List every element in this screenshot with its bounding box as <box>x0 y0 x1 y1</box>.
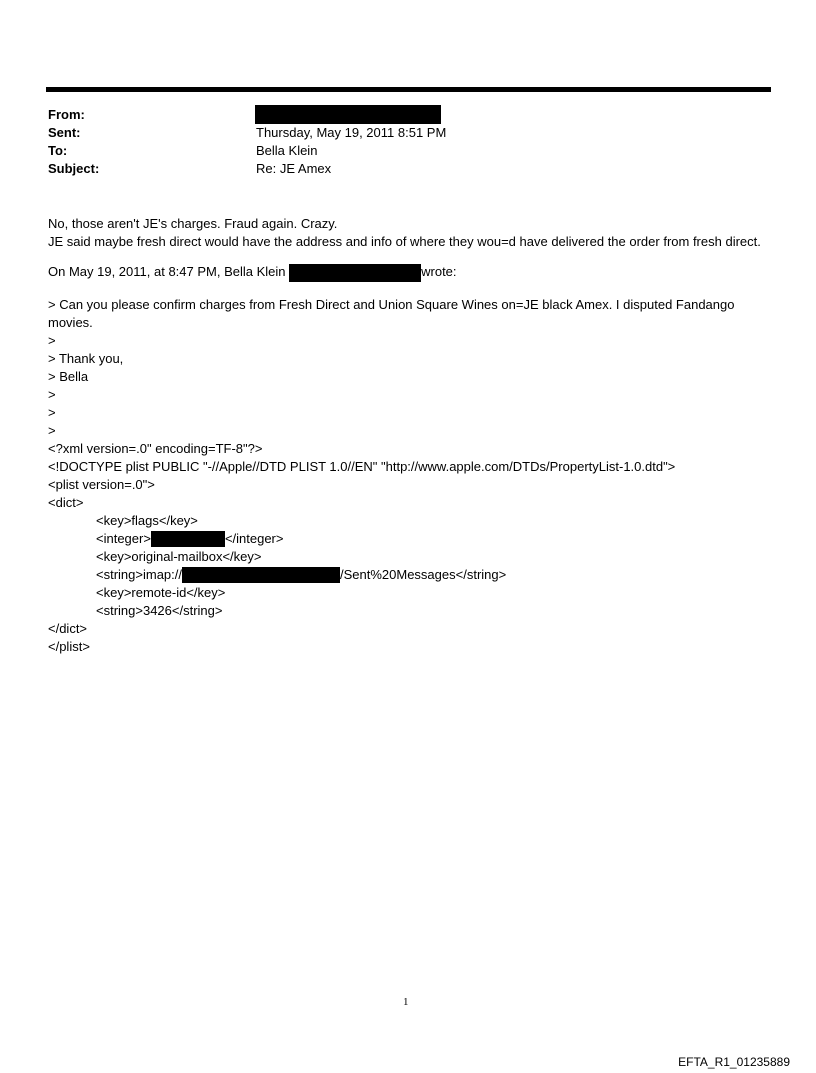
xml-line: <string>3426</string> <box>96 602 223 618</box>
quoted-line: > <box>48 404 56 420</box>
xml-string-open: <string>imap:// <box>96 566 182 582</box>
redaction-box <box>182 567 340 583</box>
xml-line: <dict> <box>48 494 84 510</box>
xml-string-close: /Sent%20Messages</string> <box>340 566 507 582</box>
quoted-line: > Thank you, <box>48 350 124 366</box>
body-line: No, those aren't JE's charges. Fraud again. Crazy. <box>48 216 338 231</box>
to-label: To: <box>48 143 68 158</box>
xml-line: <key>flags</key> <box>96 512 198 528</box>
xml-line: <plist version=.0"> <box>48 476 155 492</box>
xml-line: <!DOCTYPE plist PUBLIC "-//Apple//DTD PLIST 1.0//EN" "http://www.apple.com/DTDs/PropertyList-1.0.dtd"> <box>48 458 676 474</box>
from-label: From: <box>48 107 85 122</box>
redaction-box <box>151 531 225 547</box>
redaction-box <box>255 105 441 124</box>
page-number: 1 <box>403 996 409 1008</box>
subject-label: Subject: <box>48 161 100 176</box>
quoted-line: > Can you please confirm charges from Fresh Direct and Union Square Wines on=JE black Amex. I disputed Fandango movies. <box>48 296 739 330</box>
document-id: EFTA_R1_01235889 <box>678 1055 790 1069</box>
quoted-line: > <box>48 422 56 438</box>
quote-intro-text: On May 19, 2011, at 8:47 PM, Bella Klein <box>48 264 290 279</box>
subject-value: Re: JE Amex <box>256 161 332 176</box>
quoted-line: > <box>48 332 56 348</box>
to-value: Bella Klein <box>256 143 318 158</box>
xml-line: </dict> <box>48 620 88 636</box>
xml-line: <?xml version=.0" encoding=TF-8"?> <box>48 440 263 456</box>
xml-line: <key>original-mailbox</key> <box>96 548 262 564</box>
xml-line <box>48 566 768 584</box>
from-value <box>256 106 441 124</box>
sent-label: Sent: <box>48 125 81 140</box>
quote-intro <box>48 263 768 282</box>
quoted-line: > <box>48 386 56 402</box>
body-line: JE said maybe fresh direct would have the address and info of where they wou=d have delivered the order from fresh direct. <box>48 234 761 249</box>
header-rule <box>46 87 771 92</box>
quote-intro-wrote: wrote: <box>421 264 457 279</box>
redaction-box <box>289 264 421 282</box>
xml-integer-open: <integer> <box>96 530 151 546</box>
email-body <box>48 215 768 656</box>
xml-line <box>48 530 768 548</box>
xml-integer-close: </integer> <box>224 530 284 546</box>
quoted-line: > Bella <box>48 368 89 384</box>
sent-value: Thursday, May 19, 2011 8:51 PM <box>256 125 447 140</box>
xml-line: <key>remote-id</key> <box>96 584 226 600</box>
xml-line: </plist> <box>48 638 90 654</box>
